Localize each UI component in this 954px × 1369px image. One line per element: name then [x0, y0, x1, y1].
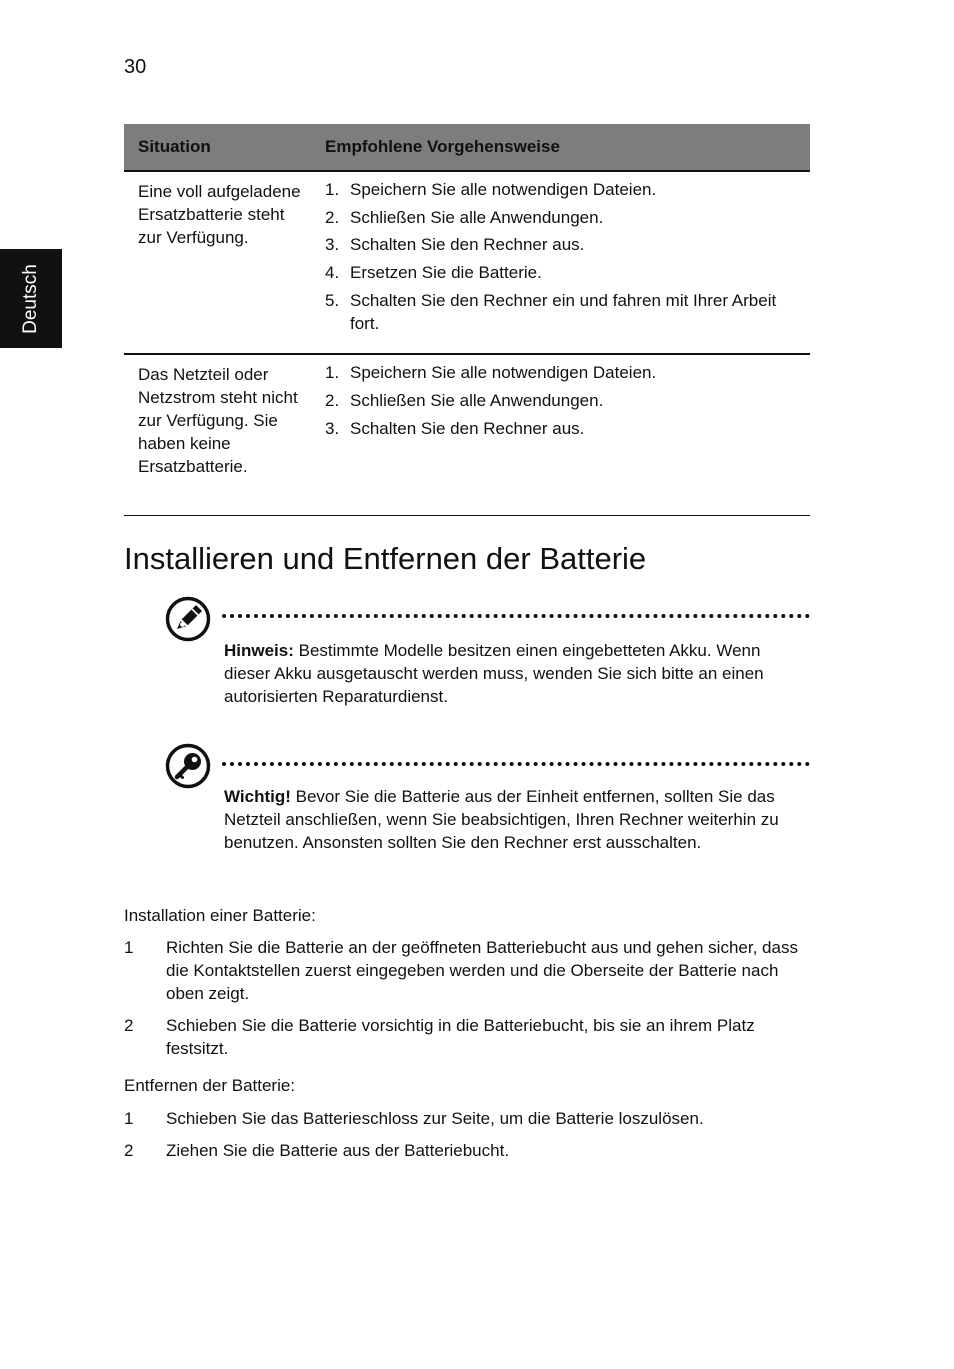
table-row	[124, 171, 810, 354]
note-text	[224, 639, 792, 708]
action-cell	[311, 354, 810, 516]
header-recommended-action: Empfohlene Vorgehensweise	[311, 124, 810, 171]
list-item: 3. Schalten Sie den Rechner aus.	[325, 235, 585, 255]
action-steps	[325, 178, 790, 335]
important-box	[165, 743, 810, 883]
page-number: 30	[124, 56, 147, 78]
note-body: Bestimmte Modelle besitzen einen eingebetteten Akku. Wenn dieser Akku ausgetauscht werden muss, wenden Sie sich bitte an einen autorisierten Reparaturdienst.	[224, 641, 764, 706]
table-row	[124, 354, 810, 516]
important-text	[224, 785, 792, 854]
step-text: Schieben Sie die Batterie vorsichtig in die Batteriebucht, bis sie an ihrem Platz festsitzt.	[166, 1016, 755, 1058]
step-number: 1	[124, 938, 134, 957]
step-text: Ziehen Sie die Batterie aus der Batteriebucht.	[166, 1141, 510, 1160]
step-text: Schieben Sie das Batterieschloss zur Seite, um die Batterie loszulösen.	[166, 1109, 704, 1128]
step-text: Richten Sie die Batterie an der geöffneten Batteriebucht aus und gehen sicher, dass die Kontaktstellen zuerst eingegeben werden und die Oberseite der Batterie nach oben zeigt.	[166, 938, 798, 1003]
section-title: Installieren und Entfernen der Batterie	[124, 541, 647, 576]
list-item: 4. Ersetzen Sie die Batterie.	[325, 263, 542, 283]
dotted-divider	[222, 762, 810, 766]
step-number: 2	[124, 1141, 134, 1160]
dotted-divider	[222, 614, 810, 618]
list-item: 1. Speichern Sie alle notwendigen Dateien.	[325, 180, 657, 199]
important-body: Bevor Sie die Batterie aus der Einheit entfernen, sollten Sie das Netzteil anschließen, wenn Sie beabsichtigen, Ihren Rechner weiterhin zu benutzen. Ansonsten sollten Sie den Rechner erst ausschalten.	[224, 787, 779, 852]
install-heading: Installation einer Batterie:	[124, 906, 316, 925]
list-item: 1. Speichern Sie alle notwendigen Dateien.	[325, 363, 657, 383]
note-label: Hinweis:	[224, 641, 294, 660]
list-item: 5. Schalten Sie den Rechner ein und fahren mit Ihrer Arbeit fort.	[325, 290, 777, 333]
table-header-row	[124, 124, 810, 171]
list-item: 2. Schließen Sie alle Anwendungen.	[325, 391, 604, 411]
list-item: 3. Schalten Sie den Rechner aus.	[325, 418, 585, 438]
header-situation: Situation	[124, 124, 311, 171]
key-important-icon	[165, 743, 211, 789]
action-cell	[311, 171, 810, 354]
important-label: Wichtig!	[224, 787, 291, 806]
step-number: 1	[124, 1109, 134, 1128]
list-item: 2. Schließen Sie alle Anwendungen.	[325, 207, 604, 227]
situation-cell: Das Netzteil oder Netzstrom steht nicht zur Verfügung. Sie haben keine Ersatzbatterie.	[124, 354, 311, 516]
language-side-tab	[0, 249, 62, 348]
pen-note-icon	[165, 596, 211, 642]
note-box	[165, 596, 810, 711]
action-steps	[325, 361, 790, 439]
side-tab-label: Deutsch	[20, 263, 42, 334]
step-number: 2	[124, 1016, 134, 1035]
remove-heading: Entfernen der Batterie:	[124, 1076, 296, 1095]
situation-table	[124, 124, 810, 516]
situation-cell: Eine voll aufgeladene Ersatzbatterie steht zur Verfügung.	[124, 171, 311, 354]
